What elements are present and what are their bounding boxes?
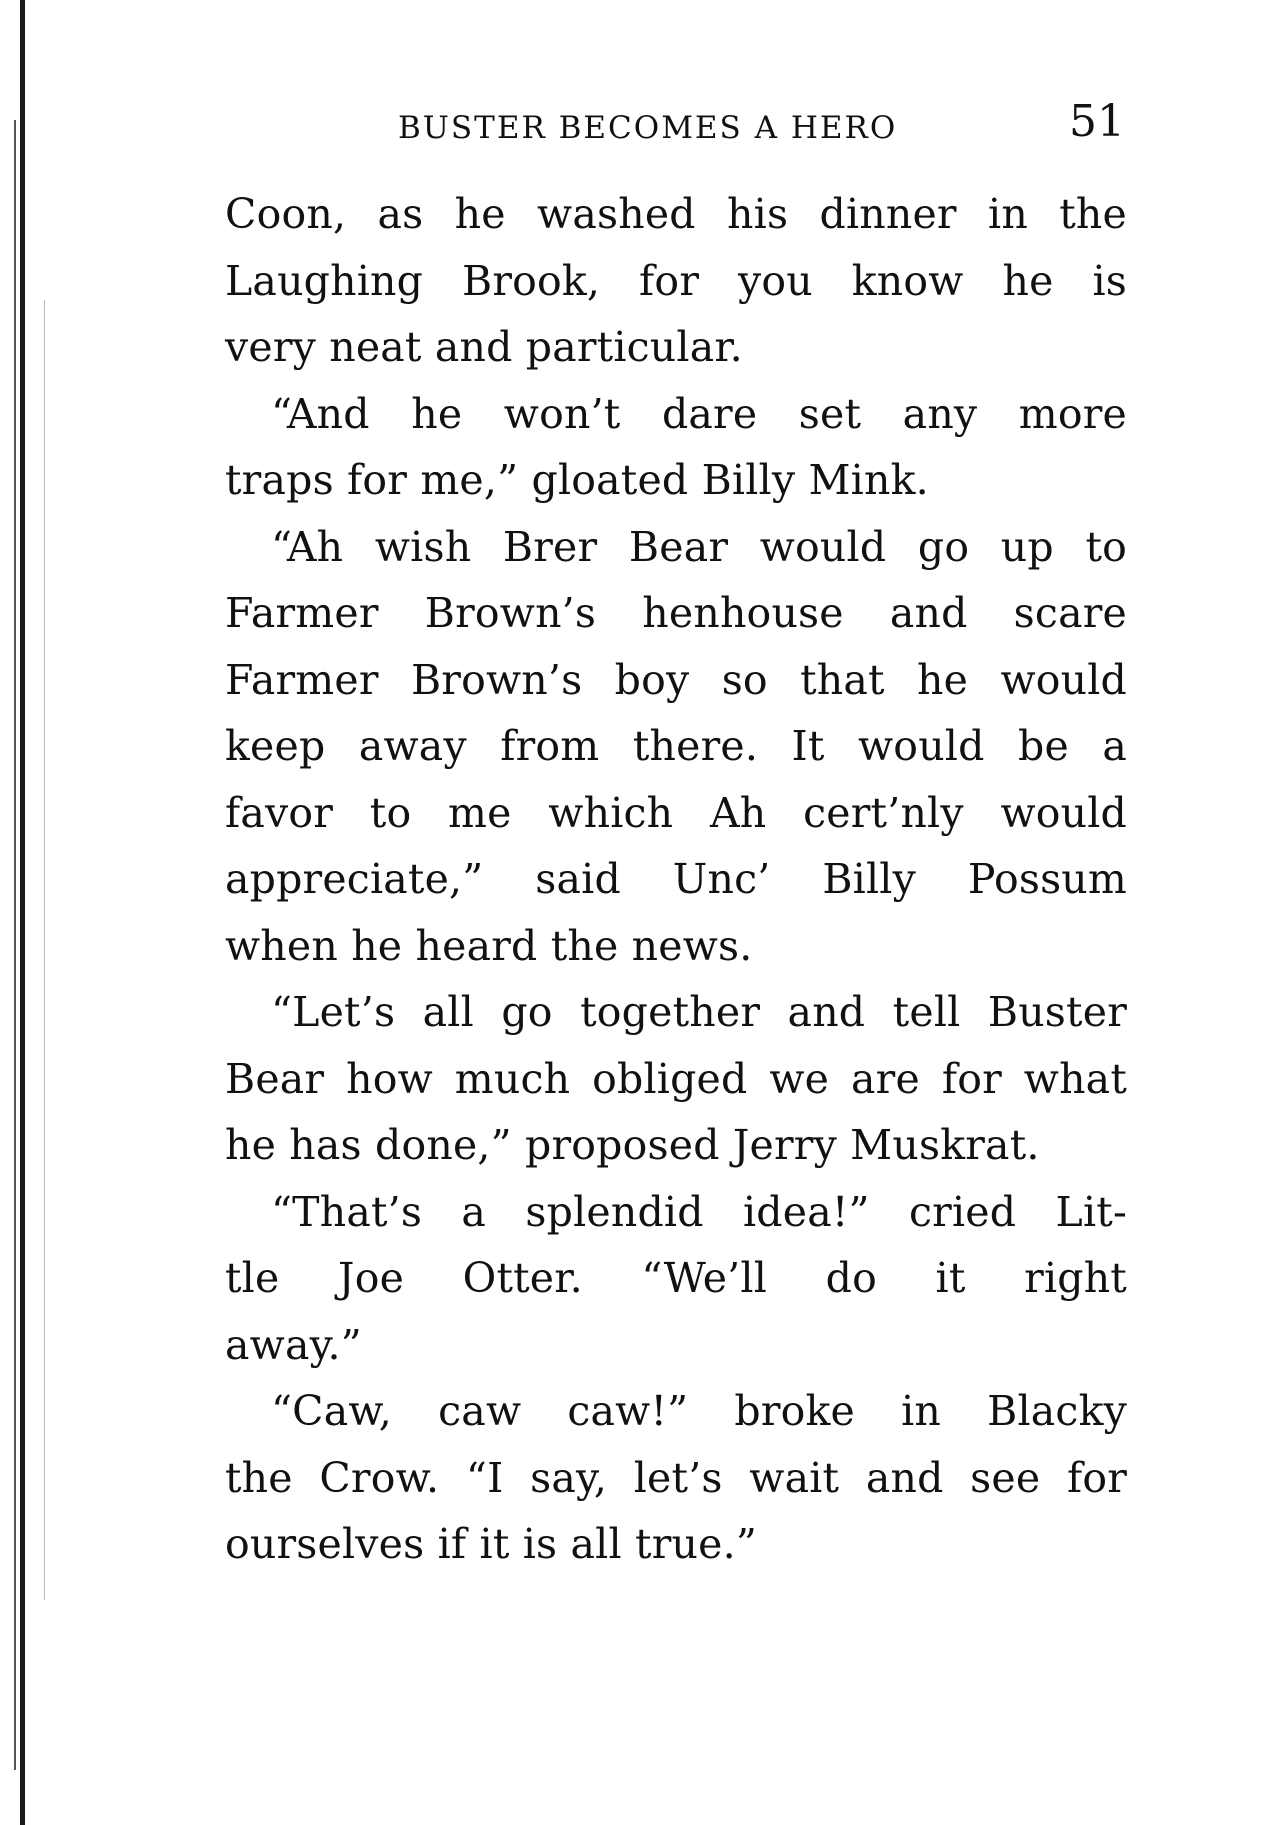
text-line: appreciate,” said Unc’ Billy Possum: [225, 855, 1127, 903]
text-line: away.”: [225, 1320, 362, 1369]
text-line: “Ah wish Brer Bear would go up to: [271, 522, 1127, 571]
page-header: [225, 96, 1125, 156]
text-line: keep away from there. It would be a: [225, 722, 1127, 770]
text-line: ourselves if it is all true.”: [225, 1520, 757, 1568]
text-line: traps for me,” gloated Billy Mink.: [225, 456, 929, 504]
text-line: “Caw, caw caw!” broke in Blacky: [271, 1387, 1127, 1435]
text-line: the Crow. “I say, let’s wait and see for: [225, 1453, 1127, 1502]
body-text: [225, 181, 1127, 1578]
text-line: Farmer Brown’s boy so that he would: [225, 655, 1127, 704]
binding-faint-line: [44, 300, 45, 1600]
binding-edge: [14, 0, 30, 1825]
text-line: “Let’s all go together and tell Buster: [271, 988, 1127, 1036]
binding-dark-line: [20, 0, 25, 1825]
text-line: Coon, as he washed his dinner in the: [225, 190, 1127, 238]
text-line: “That’s a splendid idea!” cried Lit-: [271, 1187, 1127, 1236]
text-line: favor to me which Ah cert’nly would: [225, 788, 1127, 837]
text-line: Farmer Brown’s henhouse and scare: [225, 589, 1127, 637]
text-line: Bear how much obliged we are for what: [225, 1054, 1127, 1103]
text-line: tle Joe Otter. “We’ll do it right: [225, 1254, 1127, 1302]
text-line: Laughing Brook, for you know he is: [225, 256, 1127, 305]
running-head: BUSTER BECOMES A HERO: [398, 110, 898, 146]
page-number: 51: [1069, 96, 1125, 147]
text-line: he has done,” proposed Jerry Muskrat.: [225, 1121, 1040, 1169]
text-line: “And he won’t dare set any more: [271, 389, 1127, 438]
text-line: very neat and particular.: [225, 323, 743, 371]
binding-shadow-line: [14, 120, 16, 1770]
text-line: when he heard the news.: [225, 921, 753, 970]
